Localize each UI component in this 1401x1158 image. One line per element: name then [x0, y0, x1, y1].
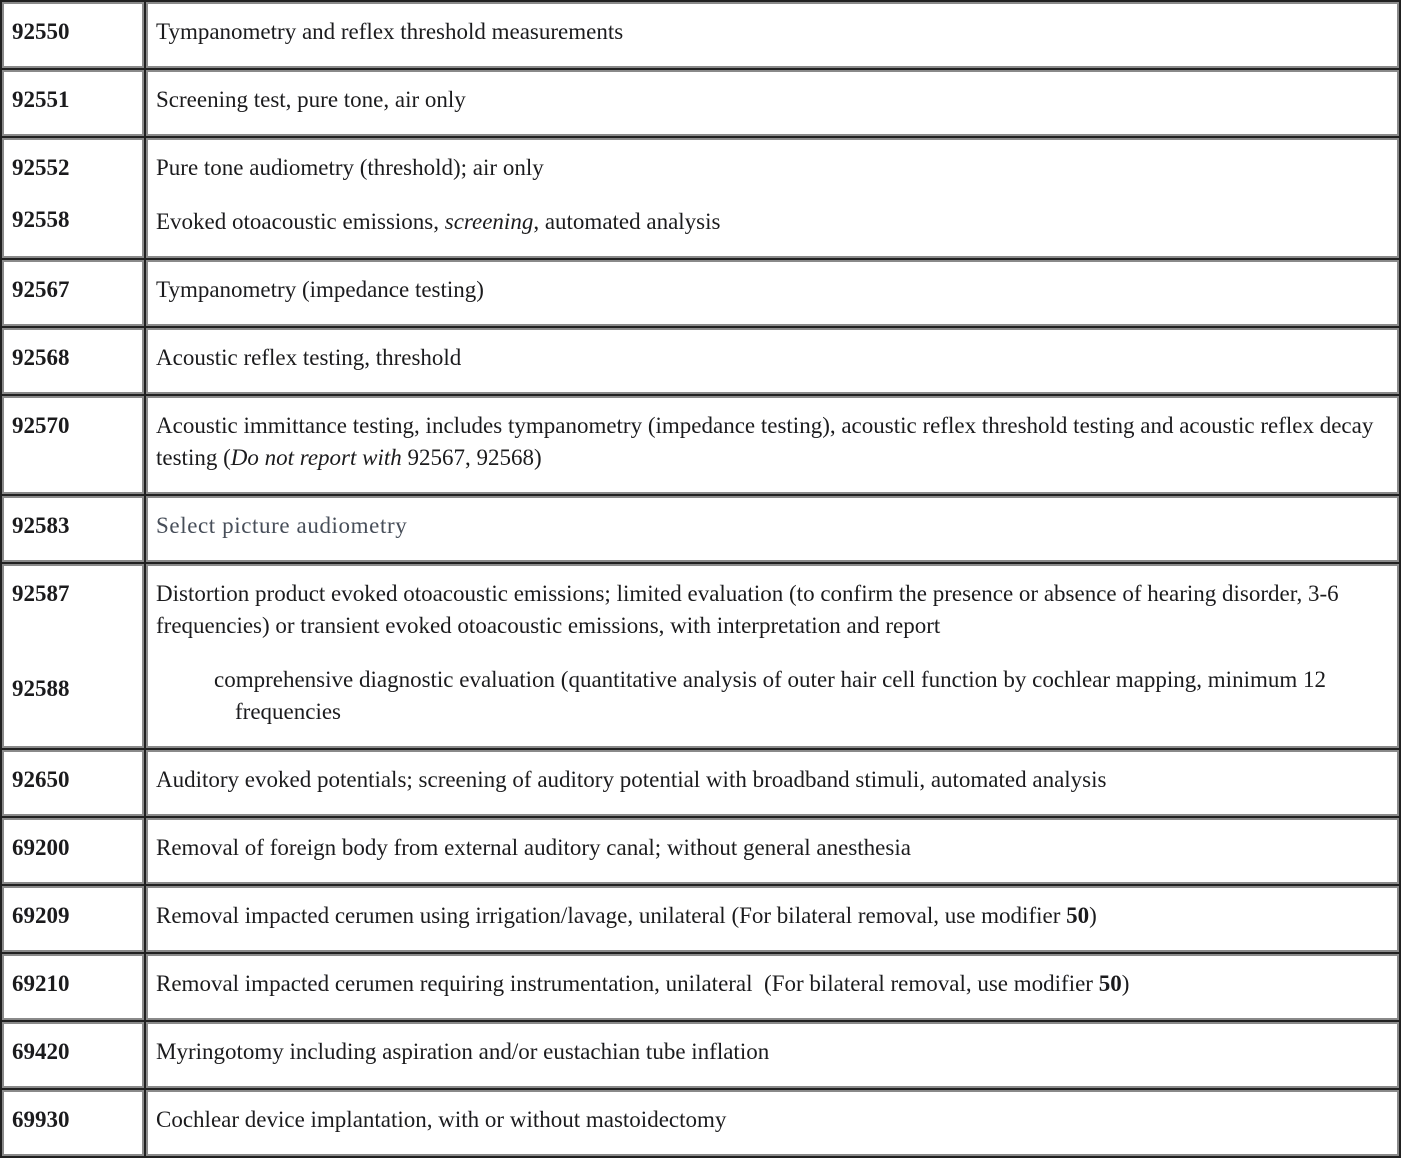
- table-row: [2, 954, 1399, 1020]
- table-row: [2, 886, 1399, 952]
- table-row: [2, 818, 1399, 884]
- table-row: [2, 70, 1399, 136]
- cpt-code: 69210: [12, 971, 70, 996]
- cpt-code: 92650: [12, 767, 70, 792]
- procedure-description: [156, 664, 1385, 728]
- cpt-code: 92587: [12, 581, 70, 606]
- cpt-code: 69209: [12, 903, 70, 928]
- code-cell: [2, 1090, 144, 1156]
- text-segment: Distortion product evoked otoacoustic emissions; limited evaluation (to confirm the presence or absence of hearing disorder, 3-6 frequencies) or transient evoked otoacoustic emissions, with interpretation and report: [156, 581, 1345, 638]
- text-segment: Myringotomy including aspiration and/or eustachian tube inflation: [156, 1039, 770, 1064]
- code-cell: [2, 564, 144, 748]
- text-segment: Screening test, pure tone, air only: [156, 87, 466, 112]
- text-segment: ): [1121, 971, 1130, 996]
- text-segment: Acoustic immittance testing, includes tympanometry (impedance testing), acoustic reflex threshold testing and acoustic reflex decay testing (: [156, 413, 1380, 470]
- cpt-code: 92588: [12, 676, 70, 701]
- description-cell: [146, 2, 1399, 68]
- cpt-code: 69930: [12, 1107, 70, 1132]
- text-segment: Removal impacted cerumen using irrigation/lavage, unilateral (For bilateral removal, use modifier: [156, 903, 1067, 928]
- table-row: [2, 496, 1399, 562]
- table-row: [2, 1090, 1399, 1156]
- text-segment: Evoked otoacoustic emissions,: [156, 209, 445, 234]
- text-segment: Tympanometry (impedance testing): [156, 277, 484, 302]
- description-cell: [146, 70, 1399, 136]
- description-cell: [146, 1090, 1399, 1156]
- description-cell: [146, 496, 1399, 562]
- text-segment: Acoustic reflex testing, threshold: [156, 345, 462, 370]
- text-segment: ): [1089, 903, 1097, 928]
- code-cell: [2, 1022, 144, 1088]
- code-cell: [2, 260, 144, 326]
- cpt-code: 69420: [12, 1039, 70, 1064]
- text-segment: 50: [1066, 903, 1090, 928]
- procedure-description: [156, 1104, 1385, 1136]
- text-segment: Removal impacted cerumen requiring instrumentation, unilateral (For bilateral removal, use modifier: [156, 971, 1099, 996]
- procedure-description: [156, 152, 1385, 184]
- description-cell: [146, 1022, 1399, 1088]
- table-row: [2, 396, 1399, 494]
- text-segment: 50: [1098, 971, 1122, 996]
- cpt-code: 92552: [12, 155, 70, 180]
- description-cell: [146, 564, 1399, 748]
- procedure-description: [156, 900, 1385, 932]
- procedure-description: [156, 342, 1385, 374]
- code-cell: [2, 70, 144, 136]
- text-segment: Removal of foreign body from external auditory canal; without general anesthesia: [156, 835, 911, 860]
- text-segment: comprehensive diagnostic evaluation (quantitative analysis of outer hair cell function by cochlear mapping, minimum 12 frequencies: [214, 667, 1332, 724]
- cpt-code: 92550: [12, 19, 70, 44]
- text-segment: Pure tone audiometry (threshold); air only: [156, 155, 544, 180]
- text-segment: 92567, 92568): [401, 445, 542, 470]
- code-cell: [2, 750, 144, 816]
- code-cell: [2, 138, 144, 258]
- text-segment: Auditory evoked potentials; screening of auditory potential with broadband stimuli, automated analysis: [156, 767, 1107, 792]
- text-segment: Select picture audiometry: [156, 513, 408, 538]
- procedure-description: [156, 274, 1385, 306]
- text-segment: screening: [444, 209, 534, 234]
- table-row: [2, 2, 1399, 68]
- cpt-code: 92567: [12, 277, 70, 302]
- code-cell: [2, 818, 144, 884]
- code-cell: [2, 496, 144, 562]
- table-row: [2, 138, 1399, 258]
- description-cell: [146, 886, 1399, 952]
- cpt-code: 69200: [12, 835, 70, 860]
- text-segment: Tympanometry and reflex threshold measurements: [156, 19, 624, 44]
- procedure-description: [156, 410, 1385, 474]
- procedure-description: [156, 510, 1385, 542]
- code-cell: [2, 396, 144, 494]
- code-cell: [2, 954, 144, 1020]
- code-cell: [2, 2, 144, 68]
- code-cell: [2, 328, 144, 394]
- procedure-description: [156, 206, 1385, 238]
- procedure-description: [156, 1036, 1385, 1068]
- procedure-description: [156, 578, 1385, 642]
- cpt-code: 92568: [12, 345, 70, 370]
- procedure-description: [156, 84, 1385, 116]
- description-cell: [146, 396, 1399, 494]
- table-row: [2, 1022, 1399, 1088]
- table-row: [2, 750, 1399, 816]
- procedure-description: [156, 764, 1385, 796]
- description-cell: [146, 260, 1399, 326]
- text-segment: , automated analysis: [533, 209, 721, 234]
- text-segment: Cochlear device implantation, with or without mastoidectomy: [156, 1107, 727, 1132]
- code-cell: [2, 886, 144, 952]
- cpt-code: 92558: [12, 207, 70, 232]
- cpt-code: 92570: [12, 413, 70, 438]
- cpt-code: 92583: [12, 513, 70, 538]
- table-body: [2, 2, 1399, 1156]
- table-row: [2, 328, 1399, 394]
- procedure-description: [156, 832, 1385, 864]
- table-row: [2, 564, 1399, 748]
- description-cell: [146, 328, 1399, 394]
- description-cell: [146, 750, 1399, 816]
- cpt-code: 92551: [12, 87, 70, 112]
- description-cell: [146, 954, 1399, 1020]
- table-row: [2, 260, 1399, 326]
- description-cell: [146, 138, 1399, 258]
- procedure-description: [156, 968, 1385, 1000]
- text-segment: Do not report with: [230, 445, 402, 470]
- description-cell: [146, 818, 1399, 884]
- procedure-description: [156, 16, 1385, 48]
